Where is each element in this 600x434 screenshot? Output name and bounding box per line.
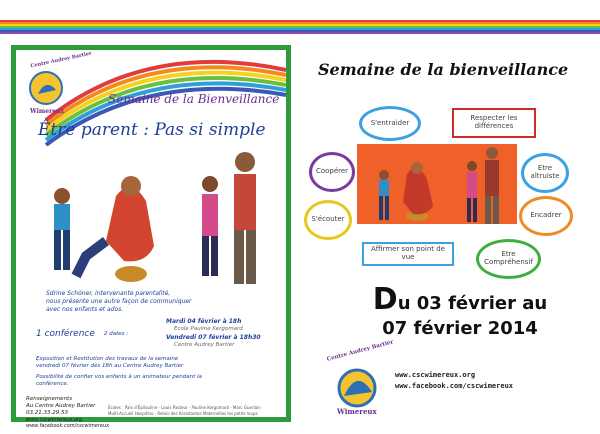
rainbow-stripes: [0, 20, 600, 36]
date-line2: 07 février 2014: [382, 318, 538, 339]
right-logo-arc-text: Centre Audrey Bartier: [326, 339, 395, 363]
poster-title: Semaine de la Bienveillance: [108, 92, 280, 106]
childcare2: conférence.: [36, 381, 69, 387]
box-affirmer: Affirmer son point de vue: [362, 242, 454, 266]
poster: [11, 45, 291, 429]
logo-city: Wimereux: [30, 108, 64, 115]
date1: Mardi 04 février à 18h: [166, 318, 242, 325]
date2-place: Centre Audrey Bartier: [174, 342, 235, 348]
logo-arc-text: Centre Audrey Bartier: [30, 50, 93, 70]
poster-facebook[interactable]: www.facebook.com/cscwimereux: [26, 423, 110, 429]
poster-subtitle: Être parent : Pas si simple: [38, 120, 266, 140]
right-facebook[interactable]: www.facebook.com/cscwimereux: [395, 382, 514, 390]
phone: 03.21.33.29.53: [26, 410, 68, 416]
date-line1-rest: u 03 février au: [397, 293, 548, 314]
bubble-comprehensif: Etre Compréhensif: [476, 239, 541, 279]
info-title: Renseignements: [26, 396, 73, 402]
right-web[interactable]: www.cscwimereux.org: [395, 371, 476, 379]
poster-illustration: [36, 146, 276, 286]
date-line1: [330, 282, 590, 317]
childcare1: Possibilité de confier vos enfants à un animateur pendant la: [36, 374, 202, 380]
bubble-altruiste: Etre altruiste: [521, 153, 569, 193]
right-title: Semaine de la bienveillance: [318, 60, 569, 79]
right-illustration: [357, 144, 517, 224]
bubble-encadrer: Encadrer: [519, 196, 573, 236]
info-place: Au Centre Audrey Bartier: [26, 403, 96, 409]
date1-place: Ecole Pauline Kergomard: [174, 326, 243, 332]
box-respecter: Respecter les différences: [452, 108, 536, 138]
dates-label: 2 dates :: [104, 331, 129, 337]
speaker-desc1: nous présente une autre façon de communiquer: [46, 298, 192, 305]
date2: Vendredi 07 février à 18h30: [166, 334, 261, 341]
conference: 1 conférence: [36, 329, 95, 339]
partners2: Multi-Accueil Hospitino · Relais des Assistantes Maternelles les petits loups: [108, 411, 258, 416]
expo2: vendredi 07 février dès 18h au Centre Audrey Bartier: [36, 363, 184, 369]
bubble-cooperer: Coopérer: [309, 152, 355, 192]
poster-web[interactable]: www.cscwimereux.org: [26, 417, 83, 423]
bubble-sentraider: S'entraider: [359, 106, 421, 141]
right-logo-city: Wimereux: [337, 407, 377, 416]
bubble-ecouter: S'écouter: [304, 200, 352, 240]
date-line1-cap: D: [372, 282, 398, 317]
partners: Écoles : Paix d'Épilouline · Louis Pasteur · Pauline Kergomard · Marc Guerlain: [108, 405, 261, 410]
speaker-desc2: avec nos enfants et ados.: [46, 306, 124, 313]
expo1: Exposition et Restitution des travaux de la semaine: [36, 356, 179, 362]
speaker: Sdrine Schöner, intervenante parentalité,: [46, 290, 171, 297]
